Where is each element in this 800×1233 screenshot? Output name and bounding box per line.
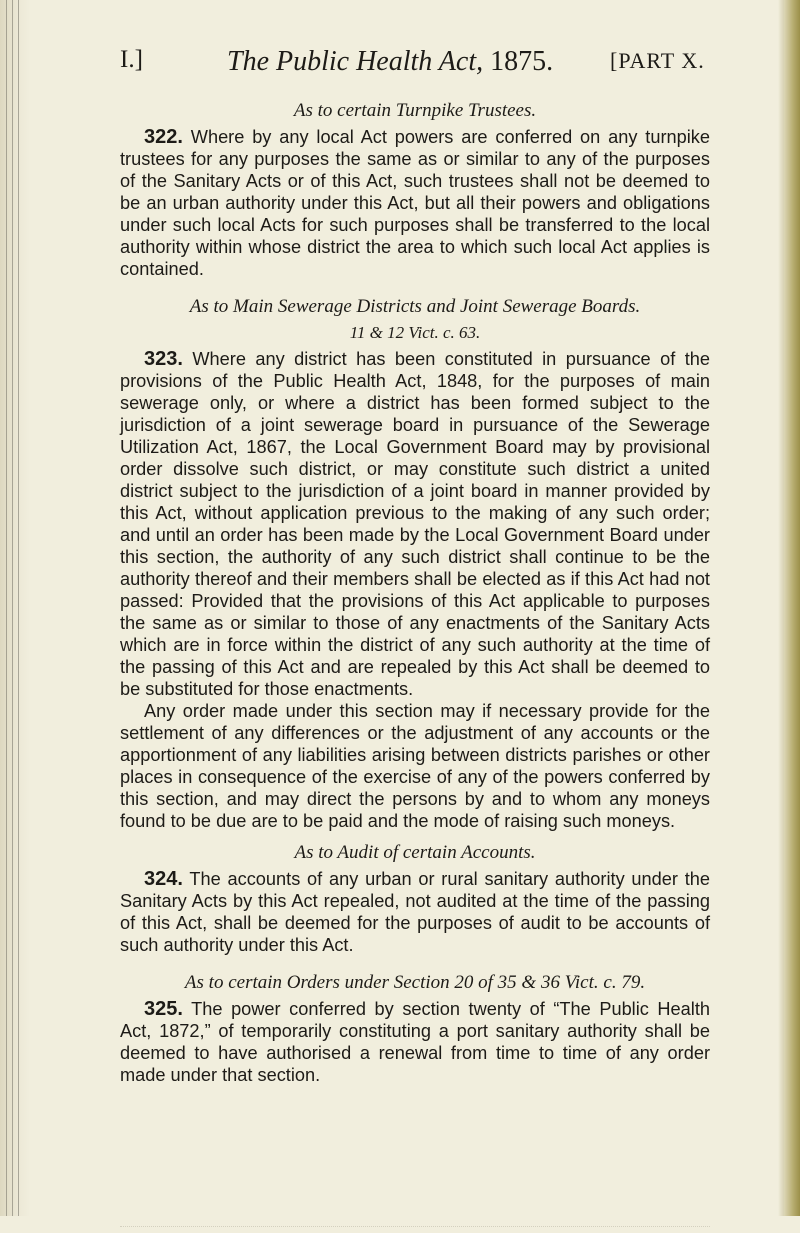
section-number: 325. <box>144 998 183 1020</box>
section-number: 323. <box>144 348 183 370</box>
section-324 <box>120 842 710 956</box>
document-page <box>120 46 710 1086</box>
page-left-edge <box>0 0 30 1216</box>
section-paragraph <box>120 126 710 280</box>
page-edge-line <box>18 0 19 1216</box>
section-heading: As to certain Turnpike Trustees. <box>293 100 537 121</box>
section-number: 324. <box>144 868 183 890</box>
section-325 <box>120 972 710 1086</box>
section-text: The power conferred by section twenty of “The Public Health Act, 1872,” of temporarily constituting a port sanitary authority shall be deemed to have authorised a renewal from time to time of any order made under that section. <box>120 999 710 1085</box>
section-paragraph <box>120 348 710 700</box>
scan-artifact-line <box>120 1226 710 1233</box>
section-heading: As to certain Orders under Section 20 of 35 & 36 Vict. c. 79. <box>184 972 646 993</box>
section-paragraph <box>120 998 710 1086</box>
section-paragraph-continued: Any order made under this section may if necessary provide for the settlement of any differences or the adjustment of any accounts or the apportionment of any liabilities arising between districts parishes or other places in consequence of the exercise of any of the powers conferred by this section, and may direct the persons by and to whom any moneys found to be due are to be paid and the mode of raising such moneys. <box>120 701 710 831</box>
section-text: The accounts of any urban or rural sanitary authority under the Sanitary Acts by this Act repealed, not audited at the time of the passing of this Act, shall be deemed for the purposes of audit to be accounts of such authority under this Act. <box>120 869 711 955</box>
page-edge-line <box>12 0 13 1216</box>
running-title-main: The Public Health Act, <box>227 46 491 77</box>
section-paragraph <box>120 868 710 956</box>
running-title-year: 1875. <box>490 46 554 77</box>
section-number: 322. <box>144 126 183 148</box>
section-heading: As to Main Sewerage Districts and Joint Sewerage Boards. <box>189 296 641 317</box>
section-text: Where any district has been constituted in pursuance of the provisions of the Public Health Act, 1848, for the purposes of main sewerage only, or where a district has been formed subject to the jurisdiction of a joint sewerage board in pursuance of the Sewerage Utilization Act, 1867, the Local Government Board may by provisional order dissolve such district, or may constitute such district a united district subject to the jurisdiction of a joint board in manner provided by this Act, without application previous to the making of any such order; and until an order has been made by the Local Government Board under this section, the authority of any such district shall continue to be the authority thereof and their members shall be elected as if this Act had not passed: Provided that the provisions of this Act applicable to purposes the same as or similar to those of any enactments of the Sanitary Acts which are in force within the district of any such authority at the time of the passing of this Act and are repealed by this Act shall be deemed to be substituted for those enactments. <box>120 349 710 699</box>
running-head <box>120 46 710 94</box>
section-heading: As to Audit of certain Accounts. <box>294 842 536 863</box>
section-text: Where by any local Act powers are conferred on any turnpike trustees for any purposes the same as or similar to any of the purposes of the Sanitary Acts or of this Act, such trustees shall not be deemed to be an urban authority under this Act, but all their powers and obligations under such local Acts for such purposes shall be transferred to the local authority within whose district the area to which such local Act applies is contained. <box>120 127 710 279</box>
part-label: [PART X. <box>610 48 705 73</box>
section-subheading: 11 & 12 Vict. c. 63. <box>349 323 481 342</box>
section-323 <box>120 296 710 832</box>
running-title <box>227 46 553 78</box>
section-322 <box>120 100 710 280</box>
page-right-edge <box>784 0 800 1216</box>
part-reference: I.] <box>120 46 143 73</box>
page-edge-line <box>6 0 7 1216</box>
